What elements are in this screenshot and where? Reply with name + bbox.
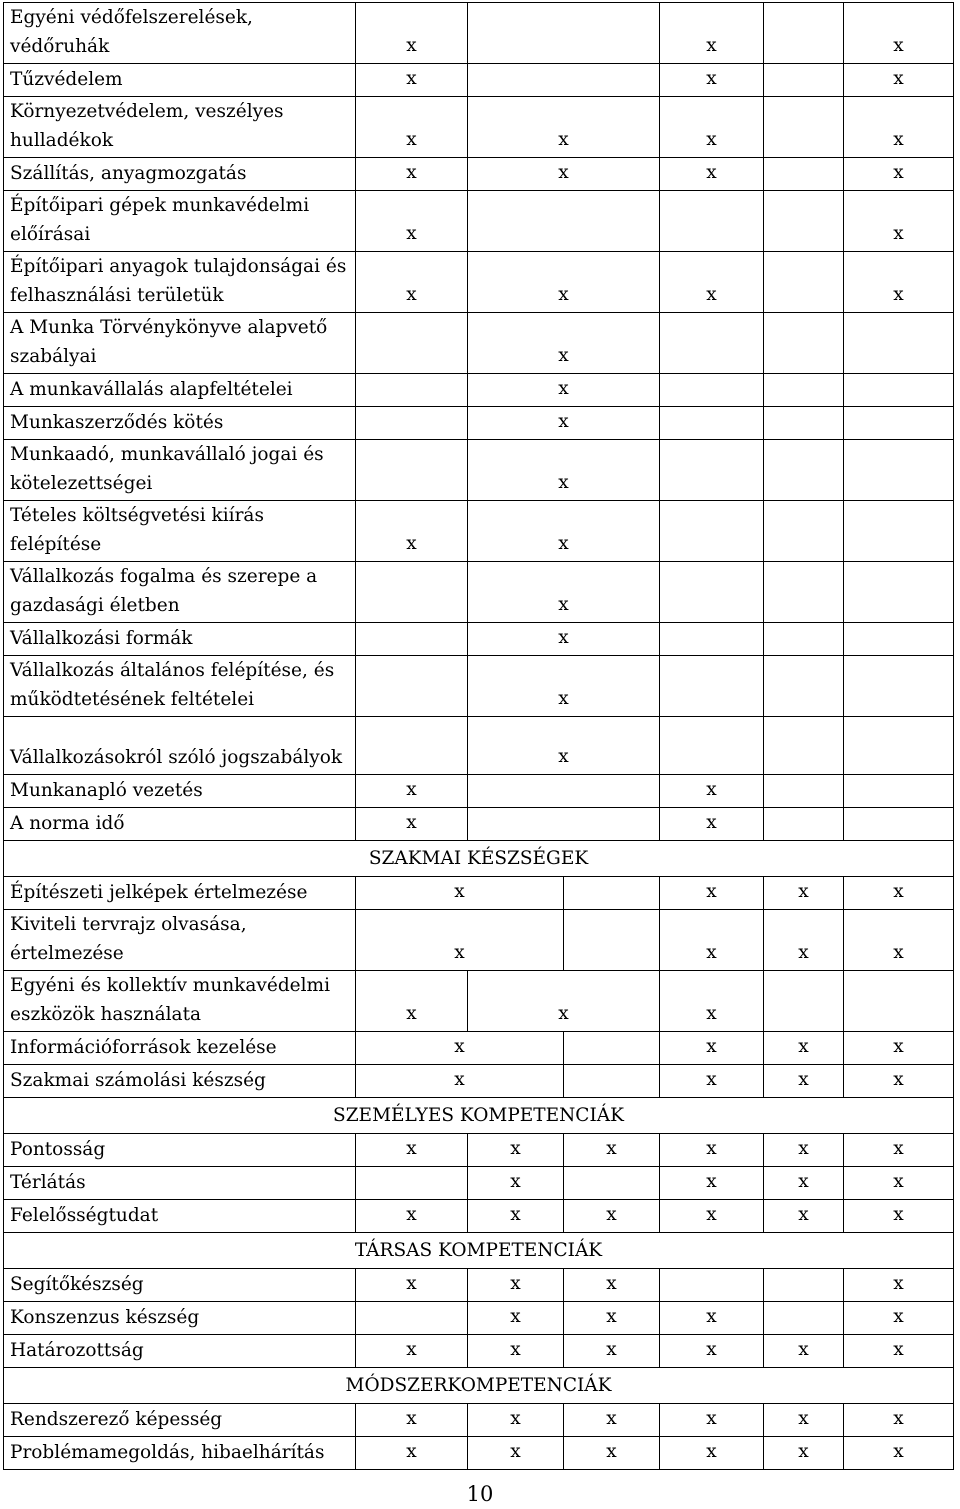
mark-cell [844, 775, 954, 808]
table-row [4, 971, 954, 1032]
section-row [4, 1098, 954, 1134]
row-label: Információforrások kezelése [4, 1032, 356, 1065]
mark-cell: x [356, 1065, 564, 1098]
mark-cell: x [764, 877, 844, 910]
row-label: Vállalkozásokról szóló jogszabályok [4, 717, 356, 775]
row-label: Egyéni védőfelszerelések, védőruhák [4, 3, 356, 64]
mark-cell: x [844, 1167, 954, 1200]
mark-cell: x [660, 97, 764, 158]
mark-cell: x [844, 877, 954, 910]
mark-cell [764, 252, 844, 313]
mark-cell [660, 440, 764, 501]
mark-cell: x [468, 501, 660, 562]
table-row [4, 97, 954, 158]
mark-cell: x [468, 1437, 564, 1470]
row-label: Tételes költségvetési kiírás felépítése [4, 501, 356, 562]
mark-cell [844, 313, 954, 374]
mark-cell [764, 64, 844, 97]
mark-cell: x [844, 910, 954, 971]
mark-cell: x [660, 1437, 764, 1470]
mark-cell: x [844, 1269, 954, 1302]
table-row [4, 1269, 954, 1302]
mark-cell: x [468, 656, 660, 717]
table-row [4, 1134, 954, 1167]
mark-cell: x [564, 1335, 660, 1368]
row-label: Határozottság [4, 1335, 356, 1368]
mark-cell: x [468, 252, 660, 313]
mark-cell [356, 440, 468, 501]
mark-cell: x [660, 3, 764, 64]
mark-cell [660, 623, 764, 656]
row-label: Segítőkészség [4, 1269, 356, 1302]
table-row [4, 623, 954, 656]
mark-cell [844, 623, 954, 656]
mark-cell: x [844, 64, 954, 97]
mark-cell: x [468, 440, 660, 501]
row-label: Konszenzus készség [4, 1302, 356, 1335]
mark-cell: x [764, 1167, 844, 1200]
page-number: 10 [466, 1482, 494, 1506]
mark-cell: x [468, 1134, 564, 1167]
mark-cell: x [844, 1335, 954, 1368]
mark-cell [764, 1269, 844, 1302]
mark-cell: x [660, 158, 764, 191]
mark-cell: x [356, 808, 468, 841]
mark-cell: x [660, 1134, 764, 1167]
mark-cell: x [468, 717, 660, 775]
mark-cell: x [356, 64, 468, 97]
section-row [4, 1368, 954, 1404]
mark-cell: x [356, 252, 468, 313]
mark-cell: x [468, 407, 660, 440]
mark-cell: x [468, 1167, 564, 1200]
row-label: Problémamegoldás, hibaelhárítás [4, 1437, 356, 1470]
mark-cell: x [356, 1404, 468, 1437]
mark-cell [844, 374, 954, 407]
mark-cell: x [356, 775, 468, 808]
mark-cell: x [764, 1335, 844, 1368]
mark-cell: x [468, 623, 660, 656]
table-row [4, 1302, 954, 1335]
section-row [4, 841, 954, 877]
mark-cell [764, 97, 844, 158]
mark-cell [844, 562, 954, 623]
row-label: Építőipari gépek munkavédelmi előírásai [4, 191, 356, 252]
mark-cell [564, 1167, 660, 1200]
mark-cell: x [844, 1302, 954, 1335]
mark-cell: x [660, 877, 764, 910]
mark-cell [356, 1302, 468, 1335]
table-row [4, 407, 954, 440]
mark-cell: x [660, 1335, 764, 1368]
mark-cell: x [468, 971, 660, 1032]
table-row [4, 1032, 954, 1065]
row-label: A norma idő [4, 808, 356, 841]
row-label: Vállalkozási formák [4, 623, 356, 656]
mark-cell [564, 877, 660, 910]
mark-cell [764, 313, 844, 374]
mark-cell: x [356, 1335, 468, 1368]
mark-cell: x [356, 877, 564, 910]
mark-cell: x [844, 1032, 954, 1065]
mark-cell: x [844, 97, 954, 158]
mark-cell: x [844, 3, 954, 64]
mark-cell [660, 717, 764, 775]
mark-cell: x [764, 1134, 844, 1167]
mark-cell [564, 1032, 660, 1065]
mark-cell [764, 407, 844, 440]
mark-cell [844, 501, 954, 562]
mark-cell [356, 1167, 468, 1200]
table-row [4, 1167, 954, 1200]
table-row [4, 191, 954, 252]
table-row [4, 808, 954, 841]
table-row [4, 910, 954, 971]
row-label: A munkavállalás alapfeltételei [4, 374, 356, 407]
mark-cell: x [356, 158, 468, 191]
row-label: Munkanapló vezetés [4, 775, 356, 808]
mark-cell: x [356, 971, 468, 1032]
mark-cell: x [660, 252, 764, 313]
mark-cell: x [844, 252, 954, 313]
row-label: Vállalkozás fogalma és szerepe a gazdasági életben [4, 562, 356, 623]
mark-cell [764, 775, 844, 808]
mark-cell [764, 971, 844, 1032]
mark-cell: x [660, 1200, 764, 1233]
mark-cell: x [564, 1302, 660, 1335]
mark-cell [356, 623, 468, 656]
row-label: Munkaszerződés kötés [4, 407, 356, 440]
mark-cell [764, 374, 844, 407]
table-row [4, 158, 954, 191]
mark-cell: x [660, 1302, 764, 1335]
table-row [4, 440, 954, 501]
row-label: Vállalkozás általános felépítése, és működtetésének feltételei [4, 656, 356, 717]
mark-cell [356, 562, 468, 623]
mark-cell [844, 407, 954, 440]
section-heading-skills: SZAKMAI KÉSZSÉGEK [4, 841, 954, 877]
mark-cell [764, 191, 844, 252]
table-row [4, 717, 954, 775]
competency-table [3, 2, 954, 1470]
mark-cell [844, 717, 954, 775]
table-row [4, 3, 954, 64]
table-row [4, 252, 954, 313]
mark-cell [660, 562, 764, 623]
row-label: Környezetvédelem, veszélyes hulladékok [4, 97, 356, 158]
mark-cell [844, 440, 954, 501]
row-label: Egyéni és kollektív munkavédelmi eszközök használata [4, 971, 356, 1032]
mark-cell: x [356, 3, 468, 64]
row-label: Rendszerező képesség [4, 1404, 356, 1437]
table-row [4, 1335, 954, 1368]
mark-cell: x [844, 191, 954, 252]
section-heading-social: TÁRSAS KOMPETENCIÁK [4, 1233, 954, 1269]
mark-cell: x [468, 158, 660, 191]
mark-cell: x [468, 1404, 564, 1437]
mark-cell: x [356, 1437, 468, 1470]
section-heading-personal: SZEMÉLYES KOMPETENCIÁK [4, 1098, 954, 1134]
table-row [4, 562, 954, 623]
mark-cell [660, 656, 764, 717]
row-label: Tűzvédelem [4, 64, 356, 97]
mark-cell [468, 64, 660, 97]
mark-cell: x [844, 1065, 954, 1098]
row-label: Térlátás [4, 1167, 356, 1200]
mark-cell [564, 1065, 660, 1098]
mark-cell: x [356, 191, 468, 252]
mark-cell: x [468, 1200, 564, 1233]
mark-cell [468, 808, 660, 841]
row-label: A Munka Törvénykönyve alapvető szabályai [4, 313, 356, 374]
mark-cell: x [660, 1065, 764, 1098]
mark-cell [844, 808, 954, 841]
mark-cell: x [564, 1269, 660, 1302]
mark-cell: x [660, 775, 764, 808]
mark-cell [660, 313, 764, 374]
mark-cell: x [468, 97, 660, 158]
mark-cell: x [564, 1437, 660, 1470]
row-label: Szállítás, anyagmozgatás [4, 158, 356, 191]
mark-cell [564, 910, 660, 971]
mark-cell: x [356, 501, 468, 562]
mark-cell [764, 562, 844, 623]
row-label: Felelősségtudat [4, 1200, 356, 1233]
mark-cell [764, 158, 844, 191]
section-heading-method: MÓDSZERKOMPETENCIÁK [4, 1368, 954, 1404]
mark-cell [356, 374, 468, 407]
mark-cell [764, 501, 844, 562]
mark-cell: x [356, 97, 468, 158]
mark-cell: x [660, 1404, 764, 1437]
mark-cell: x [356, 1134, 468, 1167]
table-row [4, 775, 954, 808]
mark-cell: x [844, 1437, 954, 1470]
row-label: Pontosság [4, 1134, 356, 1167]
mark-cell: x [764, 1404, 844, 1437]
mark-cell: x [660, 1167, 764, 1200]
mark-cell: x [844, 158, 954, 191]
table-row [4, 64, 954, 97]
row-label: Munkaadó, munkavállaló jogai és kötelezettségei [4, 440, 356, 501]
mark-cell: x [356, 1200, 468, 1233]
table-row [4, 313, 954, 374]
row-label: Építészeti jelképek értelmezése [4, 877, 356, 910]
mark-cell: x [468, 313, 660, 374]
row-label: Szakmai számolási készség [4, 1065, 356, 1098]
mark-cell [468, 775, 660, 808]
mark-cell [764, 623, 844, 656]
table-row [4, 1065, 954, 1098]
mark-cell [844, 656, 954, 717]
mark-cell: x [356, 1032, 564, 1065]
mark-cell: x [660, 910, 764, 971]
mark-cell: x [764, 1032, 844, 1065]
mark-cell: x [468, 1335, 564, 1368]
table-row [4, 501, 954, 562]
mark-cell [764, 1302, 844, 1335]
table-row [4, 656, 954, 717]
mark-cell [660, 374, 764, 407]
mark-cell [764, 808, 844, 841]
mark-cell: x [564, 1200, 660, 1233]
mark-cell [660, 407, 764, 440]
mark-cell: x [660, 808, 764, 841]
mark-cell [356, 313, 468, 374]
row-label: Kiviteli tervrajz olvasása, értelmezése [4, 910, 356, 971]
mark-cell: x [564, 1134, 660, 1167]
mark-cell: x [844, 1404, 954, 1437]
mark-cell: x [660, 1032, 764, 1065]
mark-cell [356, 717, 468, 775]
mark-cell [468, 3, 660, 64]
mark-cell: x [468, 1269, 564, 1302]
mark-cell [660, 191, 764, 252]
mark-cell [660, 1269, 764, 1302]
mark-cell: x [764, 1437, 844, 1470]
mark-cell: x [764, 910, 844, 971]
mark-cell [764, 3, 844, 64]
mark-cell: x [468, 1302, 564, 1335]
table-row [4, 374, 954, 407]
mark-cell: x [660, 64, 764, 97]
mark-cell: x [764, 1065, 844, 1098]
section-row [4, 1233, 954, 1269]
mark-cell [764, 717, 844, 775]
mark-cell: x [660, 971, 764, 1032]
table-row [4, 1404, 954, 1437]
mark-cell [764, 656, 844, 717]
row-label: Építőipari anyagok tulajdonságai és felhasználási területük [4, 252, 356, 313]
table-row [4, 1437, 954, 1470]
mark-cell [356, 407, 468, 440]
table-row [4, 877, 954, 910]
mark-cell [844, 971, 954, 1032]
mark-cell: x [356, 1269, 468, 1302]
mark-cell [356, 656, 468, 717]
mark-cell [468, 191, 660, 252]
mark-cell [764, 440, 844, 501]
mark-cell [660, 501, 764, 562]
mark-cell: x [356, 910, 564, 971]
table-row [4, 1200, 954, 1233]
mark-cell: x [468, 374, 660, 407]
mark-cell: x [844, 1200, 954, 1233]
mark-cell: x [844, 1134, 954, 1167]
mark-cell: x [468, 562, 660, 623]
mark-cell: x [564, 1404, 660, 1437]
mark-cell: x [764, 1200, 844, 1233]
